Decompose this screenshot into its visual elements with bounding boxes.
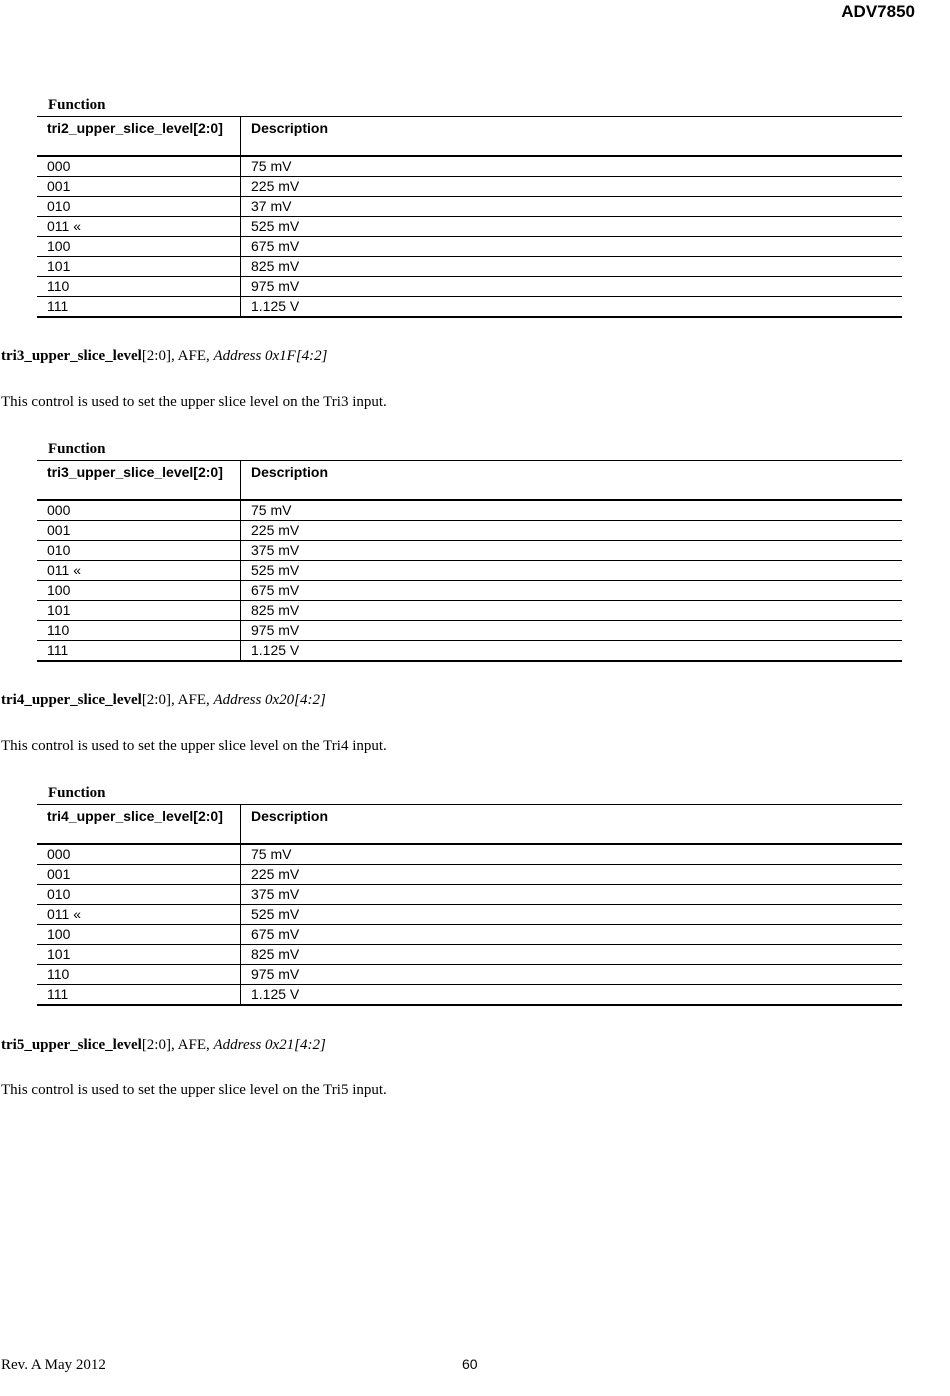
register-address: Address 0x20[4:2] — [213, 692, 326, 708]
setting-description-cell: 375 mV — [241, 541, 903, 561]
setting-value-cell: 100 — [37, 237, 241, 257]
register-description-tri4: This control is used to set the upper slice level on the Tri4 input. — [1, 738, 387, 754]
table-row — [37, 297, 902, 318]
register-heading-tri4 — [1, 692, 326, 709]
register-table-tri3 — [37, 440, 902, 662]
document-title: ADV7850 — [841, 2, 915, 21]
setting-description-cell: 675 mV — [241, 925, 903, 945]
register-name: tri3_upper_slice_level — [1, 348, 142, 364]
setting-value-cell: 001 — [37, 521, 241, 541]
setting-description-cell: 525 mV — [241, 217, 903, 237]
table-row — [37, 601, 902, 621]
setting-description-cell: 525 mV — [241, 905, 903, 925]
setting-value-cell: 101 — [37, 945, 241, 965]
function-label: Function — [48, 785, 106, 801]
table-row — [37, 257, 902, 277]
register-map: , AFE, — [170, 348, 214, 364]
table-row — [37, 237, 902, 257]
register-bits: [2:0] — [141, 348, 171, 364]
register-description-tri3: This control is used to set the upper slice level on the Tri3 input. — [1, 394, 387, 410]
setting-value-cell: 011 « — [37, 217, 241, 237]
table-row — [37, 905, 902, 925]
register-heading-tri5 — [1, 1037, 326, 1054]
setting-description-cell: 525 mV — [241, 561, 903, 581]
setting-description-cell: 975 mV — [241, 621, 903, 641]
setting-value-cell: 011 « — [37, 905, 241, 925]
setting-value-cell: 110 — [37, 965, 241, 985]
register-heading-tri3 — [1, 348, 328, 365]
function-table — [37, 460, 902, 662]
register-address: Address 0x21[4:2] — [213, 1037, 326, 1053]
setting-description-cell: 975 mV — [241, 965, 903, 985]
setting-description-cell: 1.125 V — [241, 985, 903, 1006]
revision-footer: Rev. A May 2012 — [1, 1357, 106, 1373]
table-row — [37, 621, 902, 641]
setting-value-cell: 000 — [37, 156, 241, 177]
setting-description-cell: 825 mV — [241, 945, 903, 965]
setting-description-cell: 675 mV — [241, 581, 903, 601]
setting-description-cell: 75 mV — [241, 156, 903, 177]
setting-value-cell: 101 — [37, 601, 241, 621]
setting-value-cell: 010 — [37, 541, 241, 561]
column-header-register: tri3_upper_slice_level[2:0] — [37, 461, 241, 501]
register-description-tri5: This control is used to set the upper slice level on the Tri5 input. — [1, 1082, 387, 1098]
column-header-description: Description — [241, 117, 903, 157]
setting-description-cell: 75 mV — [241, 844, 903, 865]
register-map: , AFE, — [170, 692, 214, 708]
page-number: 60 — [462, 1356, 478, 1372]
register-name: tri5_upper_slice_level — [1, 1037, 142, 1053]
setting-description-cell: 1.125 V — [241, 297, 903, 318]
table-row — [37, 985, 902, 1006]
table-row — [37, 541, 902, 561]
column-header-description: Description — [241, 805, 903, 845]
setting-value-cell: 010 — [37, 885, 241, 905]
setting-description-cell: 37 mV — [241, 197, 903, 217]
table-row — [37, 277, 902, 297]
setting-description-cell: 1.125 V — [241, 641, 903, 662]
table-row — [37, 197, 902, 217]
setting-value-cell: 000 — [37, 844, 241, 865]
column-header-description: Description — [241, 461, 903, 501]
setting-value-cell: 111 — [37, 297, 241, 318]
setting-value-cell: 101 — [37, 257, 241, 277]
table-row — [37, 561, 902, 581]
setting-value-cell: 111 — [37, 641, 241, 662]
table-row — [37, 500, 902, 521]
setting-value-cell: 100 — [37, 925, 241, 945]
table-row — [37, 156, 902, 177]
setting-description-cell: 825 mV — [241, 601, 903, 621]
register-bits: [2:0] — [141, 692, 171, 708]
table-row — [37, 521, 902, 541]
table-row — [37, 581, 902, 601]
setting-value-cell: 000 — [37, 500, 241, 521]
table-row — [37, 217, 902, 237]
function-label: Function — [48, 441, 106, 457]
register-table-tri2 — [37, 96, 902, 318]
setting-value-cell: 011 « — [37, 561, 241, 581]
setting-value-cell: 001 — [37, 177, 241, 197]
setting-value-cell: 111 — [37, 985, 241, 1006]
register-table-tri4 — [37, 784, 902, 1006]
setting-description-cell: 975 mV — [241, 277, 903, 297]
table-row — [37, 865, 902, 885]
setting-description-cell: 225 mV — [241, 177, 903, 197]
function-table — [37, 116, 902, 318]
register-name: tri4_upper_slice_level — [1, 692, 142, 708]
table-row — [37, 177, 902, 197]
setting-description-cell: 825 mV — [241, 257, 903, 277]
table-row — [37, 925, 902, 945]
table-row — [37, 844, 902, 865]
function-table — [37, 804, 902, 1006]
table-row — [37, 641, 902, 662]
register-bits: [2:0] — [141, 1037, 171, 1053]
column-header-register: tri2_upper_slice_level[2:0] — [37, 117, 241, 157]
table-row — [37, 885, 902, 905]
setting-value-cell: 110 — [37, 277, 241, 297]
column-header-register: tri4_upper_slice_level[2:0] — [37, 805, 241, 845]
table-row — [37, 945, 902, 965]
register-address: Address 0x1F[4:2] — [213, 348, 328, 364]
setting-value-cell: 001 — [37, 865, 241, 885]
setting-description-cell: 225 mV — [241, 521, 903, 541]
table-row — [37, 965, 902, 985]
setting-value-cell: 100 — [37, 581, 241, 601]
setting-description-cell: 75 mV — [241, 500, 903, 521]
register-map: , AFE, — [170, 1037, 214, 1053]
setting-description-cell: 375 mV — [241, 885, 903, 905]
setting-value-cell: 110 — [37, 621, 241, 641]
function-label: Function — [48, 97, 106, 113]
setting-description-cell: 225 mV — [241, 865, 903, 885]
setting-value-cell: 010 — [37, 197, 241, 217]
setting-description-cell: 675 mV — [241, 237, 903, 257]
